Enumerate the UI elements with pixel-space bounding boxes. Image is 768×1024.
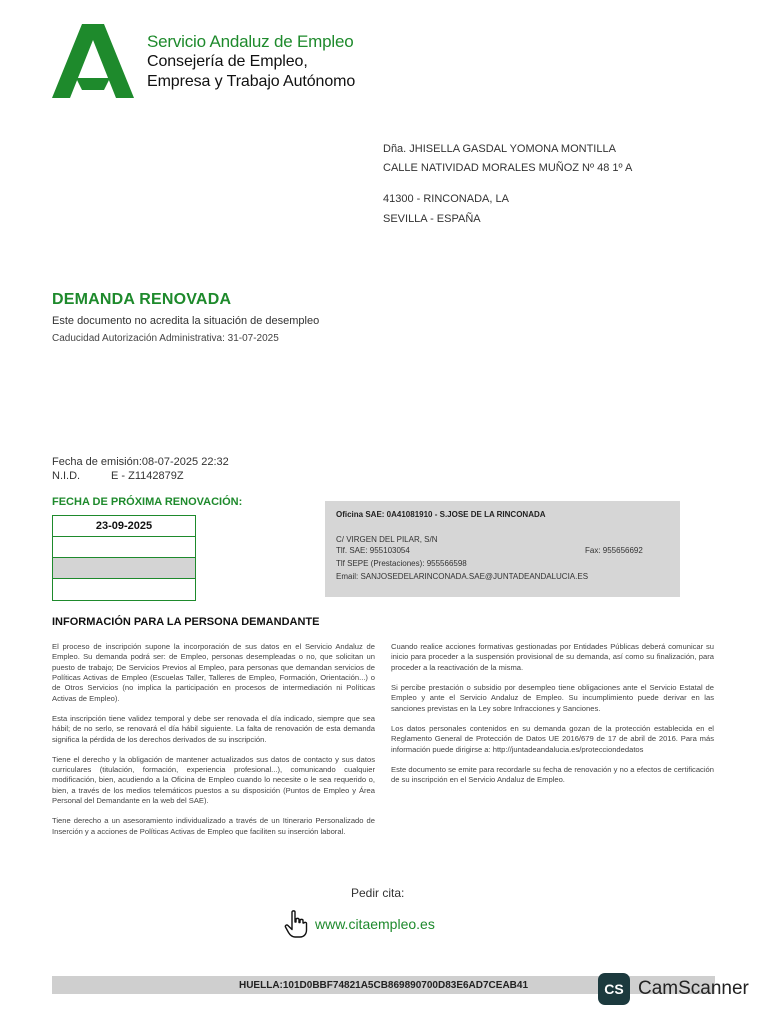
office-box bbox=[325, 501, 680, 597]
renovacion-row bbox=[53, 537, 195, 558]
info-paragraph: El proceso de inscripción supone la incorporación de sus datos en el Servicio Andaluz de Empleo. Su demanda podrá ser: de Empleo, personas desempleadas o no, que solicitan un puesto de trabajo; De Servicios Previos al Empleo, para personas que demandan servicios de Políticas Activas de Empleo (Escuelas Taller, Talleres de Empleo, Formación, Orientación...) o de Otros Servicios (no implica la participación en procesos de intermediación ni Políticas Activas de Empleo). bbox=[52, 642, 375, 703]
caducidad-text: Caducidad Autorización Administrativa: 31-07-2025 bbox=[52, 333, 279, 344]
camscanner-text: CamScanner bbox=[638, 978, 749, 999]
office-sepe-phone: Tlf SEPE (Prestaciones): 955566598 bbox=[336, 559, 467, 568]
citaempleo-link[interactable]: www.citaempleo.es bbox=[315, 916, 435, 932]
renovacion-row bbox=[53, 558, 195, 579]
cita-label: Pedir cita: bbox=[351, 886, 405, 900]
info-paragraph: Tiene derecho a un asesoramiento individualizado a través de un Itinerario Personalizado de Inserción y a acciones de Políticas Activas de Empleo que faciliten su inserción laboral. bbox=[52, 816, 375, 836]
document-title: DEMANDA RENOVADA bbox=[52, 291, 232, 308]
renovacion-row: 23-09-2025 bbox=[53, 516, 195, 537]
document-subtitle: Este documento no acredita la situación de desempleo bbox=[52, 315, 320, 327]
info-paragraph: Los datos personales contenidos en su demanda gozan de la protección establecida en el Reglamento General de Protección de Datos UE 2016/679 de 17 de abril de 2016. Para más información puede dirigirse a: http://juntadeandalucia.es/protecciondedatos bbox=[391, 723, 714, 754]
recipient-street: CALLE NATIVIDAD MORALES MUÑOZ Nº 48 1º A bbox=[383, 162, 633, 174]
info-title: INFORMACIÓN PARA LA PERSONA DEMANDANTE bbox=[52, 616, 320, 628]
organization-name bbox=[147, 32, 355, 91]
info-paragraph: Cuando realice acciones formativas gestionadas por Entidades Públicas deberá comunicar su inicio para proceder a la suspensión provisional de su demanda, así como su finalización, para proceder a la reactivación de la misma. bbox=[391, 642, 714, 672]
renovacion-label: FECHA DE PRÓXIMA RENOVACIÓN: bbox=[52, 496, 243, 508]
info-paragraph: Esta inscripción tiene validez temporal y debe ser renovada el día indicado, siempre que sea hábil; de no serlo, se renovará el día hábil siguiente. La falta de renovación de esta demanda significa la pérdida de los derechos derivados de su inscripción. bbox=[52, 713, 375, 744]
info-left-column bbox=[52, 642, 375, 847]
office-fax: Fax: 955656692 bbox=[585, 546, 643, 555]
pointing-hand-icon bbox=[284, 910, 308, 938]
org-line-consejeria: Consejería de Empleo, bbox=[147, 53, 308, 71]
recipient-name: Dña. JHISELLA GASDAL YOMONA MONTILLA bbox=[383, 143, 616, 155]
recipient-city: 41300 - RINCONADA, LA bbox=[383, 193, 509, 205]
huella-bar: HUELLA:101D0BBF74821A5CB869890700D83E6AD7CEAB41 bbox=[52, 976, 715, 994]
fecha-emision: Fecha de emisión:08-07-2025 22:32 bbox=[52, 456, 229, 468]
info-paragraph: Si percibe prestación o subsidio por desempleo tiene obligaciones ante el Servicio Estatal de Empleo y ante el Servicio Andaluz de Empleo. Su incumplimiento puede derivar en las sanciones previstas en la Ley sobre Infracciones y Sanciones. bbox=[391, 682, 714, 713]
recipient-province: SEVILLA - ESPAÑA bbox=[383, 213, 481, 225]
info-right-column bbox=[391, 642, 714, 795]
info-paragraph: Este documento se emite para recordarle su fecha de renovación y no a efectos de certificación de su inscripción en el Servicio Andaluz de Empleo. bbox=[391, 764, 714, 785]
info-paragraph: Tiene el derecho y la obligación de mantener actualizados sus datos de contacto y sus datos curriculares (titulación, formación, experiencia profesional...), comunicando cualquier modificación, bien, acudiendo a la Oficina de Empleo cuando lo necesite o le sea requerido o, bien, a través de los medios telemáticos puestos a su disposición (Puntos de Empleo y Área Personal del Demandante en la web del SAE). bbox=[52, 754, 375, 806]
org-line-empresa: Empresa y Trabajo Autónomo bbox=[147, 72, 356, 90]
junta-andalucia-logo-icon bbox=[52, 24, 134, 98]
org-line-sae: Servicio Andaluz de Empleo bbox=[147, 32, 354, 51]
renovacion-table bbox=[52, 515, 196, 601]
office-name: Oficina SAE: 0A41081910 - S.JOSE DE LA RINCONADA bbox=[336, 510, 546, 519]
office-address: C/ VIRGEN DEL PILAR, S/N bbox=[336, 535, 438, 544]
office-email: Email: SANJOSEDELARINCONADA.SAE@JUNTADEANDALUCIA.ES bbox=[336, 572, 589, 581]
nid-value: E - Z1142879Z bbox=[111, 470, 184, 482]
office-phone: Tlf. SAE: 955103054 bbox=[336, 546, 410, 555]
nid-label: N.I.D. bbox=[52, 470, 81, 482]
camscanner-logo-icon: CS bbox=[598, 973, 630, 1005]
renovacion-row bbox=[53, 579, 195, 600]
